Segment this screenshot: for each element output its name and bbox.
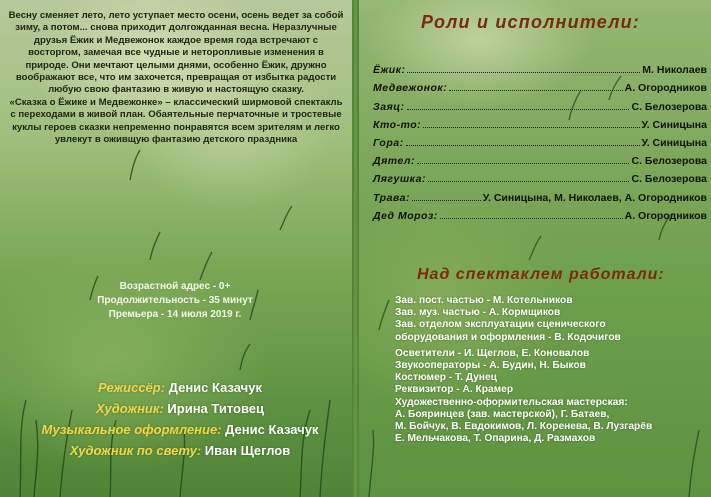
credit-lighting (10, 440, 350, 461)
page-fold (352, 0, 359, 497)
role-name: Медвежонок: (373, 82, 448, 95)
dot-leader (428, 181, 630, 182)
crew-line: Осветители - И. Щеглов, Е. Коновалов (395, 347, 590, 359)
intro-paragraph: «Сказка о Ёжике и Медвежонке» – классический ширмовой спектакль с переходами в живой план. Обаятельные перчаточные и тростевые куклы героев сказки непременно понравятся всем зрителям и легко увлекут в оживщую фантазию детского праздника (9, 96, 343, 146)
role-actor: А. Огородников (624, 82, 707, 95)
role-row (373, 185, 707, 203)
crew-list (395, 295, 707, 445)
dot-leader (406, 145, 640, 146)
dot-leader (449, 90, 622, 91)
credit-value: Иван Щеглов (204, 443, 291, 458)
crew-line: Звукооператоры - А. Будин, Н. Быков (395, 360, 586, 372)
role-name: Заяц: (373, 100, 405, 113)
role-row (373, 131, 707, 149)
role-name: Дед Мороз: (373, 209, 438, 222)
role-actor: С. Белозерова (631, 173, 707, 186)
show-info (40, 280, 310, 322)
role-actor: М. Николаев (642, 64, 707, 77)
dot-leader (423, 127, 639, 128)
role-row (373, 149, 707, 167)
crew-line: оборудования и оформления - В. Кодочигов (395, 331, 621, 343)
dot-leader (440, 218, 623, 219)
age-rating: Возрастной адрес - 0+ (119, 281, 231, 292)
credit-value: Денис Казачук (168, 380, 262, 395)
role-row (373, 204, 707, 222)
credits-list (10, 377, 350, 461)
role-name: Гора: (373, 136, 404, 149)
role-actor: А. Огородников (624, 209, 707, 222)
role-name: Ёжик: (373, 64, 406, 77)
credit-label: Художник по свету: (69, 443, 202, 458)
crew-line: А. Бояринцев (зав. мастерской), Г. Батаев, (395, 408, 610, 420)
left-panel (0, 0, 352, 497)
role-actor: С. Белозерова (631, 100, 707, 113)
role-actor: С. Белозерова (631, 155, 707, 168)
role-row (373, 113, 707, 131)
intro-paragraph: Весну сменяет лето, лето уступает место осени, осень ведет за собой зиму, а потом... снова приходит долгожданная весна. Неразлучные друзья Ёжик и Медвежонок каждое время года встречают с восторгом, замечая все чудные и неторопливые изменения в природе. Они мечтают целыми днями, особенно Ёжик, дружно воображают все, что им захочется, превращая от избытка радости любую свою фантазию в живую и настоящую сказку. (8, 10, 344, 96)
right-panel (359, 0, 711, 497)
credit-value: Ирина Титовец (167, 401, 265, 416)
roles-title: Роли и исполнители: (421, 12, 640, 32)
role-name: Кто-то: (373, 118, 422, 131)
role-actor: У. Синицына (641, 118, 707, 131)
crew-line: Зав. отделом эксплуатации сценического (395, 319, 606, 331)
dot-leader (417, 163, 630, 164)
credit-label: Режиссёр: (98, 380, 166, 395)
role-row (373, 94, 707, 112)
role-row (373, 167, 707, 185)
crew-title: Над спектаклем работали: (417, 266, 665, 283)
crew-line: Зав. пост. частью - М. Котельников (395, 295, 573, 306)
credit-music (10, 419, 350, 440)
crew-line: Костюмер - Т. Дунец (395, 372, 497, 384)
role-actor: У. Синицына, М. Николаев, А. Огородников (482, 191, 707, 204)
crew-line: Е. Мельчакова, Т. Опарина, Д. Размахов (395, 433, 596, 445)
crew-line: М. Бойчук, В. Евдокимов, Л. Коренева, В. Лузгарёв (395, 421, 653, 433)
dot-leader (407, 109, 630, 110)
roles-list (373, 58, 707, 222)
dot-leader (412, 200, 481, 201)
duration: Продолжительность - 35 минут (97, 295, 253, 306)
role-name: Дятел: (373, 155, 415, 168)
role-row (373, 58, 707, 76)
credit-value: Денис Казачук (225, 422, 319, 437)
role-row (373, 76, 707, 94)
crew-line: Реквизитор - А. Крамер (395, 384, 514, 396)
credit-artist (10, 398, 350, 419)
role-name: Трава: (373, 191, 410, 204)
intro-text (8, 10, 344, 146)
crew-line: Зав. муз. частью - А. Кормщиков (395, 307, 561, 319)
dot-leader (407, 72, 640, 73)
credit-director (10, 377, 350, 398)
role-name: Лягушка: (373, 173, 426, 186)
crew-line: Художественно-оформительская мастерская: (395, 396, 628, 408)
role-actor: У. Синицына (641, 136, 707, 149)
premiere-date: Премьера - 14 июля 2019 г. (108, 309, 242, 320)
credit-label: Художник: (95, 401, 164, 416)
credit-label: Музыкальное оформление: (41, 422, 222, 437)
